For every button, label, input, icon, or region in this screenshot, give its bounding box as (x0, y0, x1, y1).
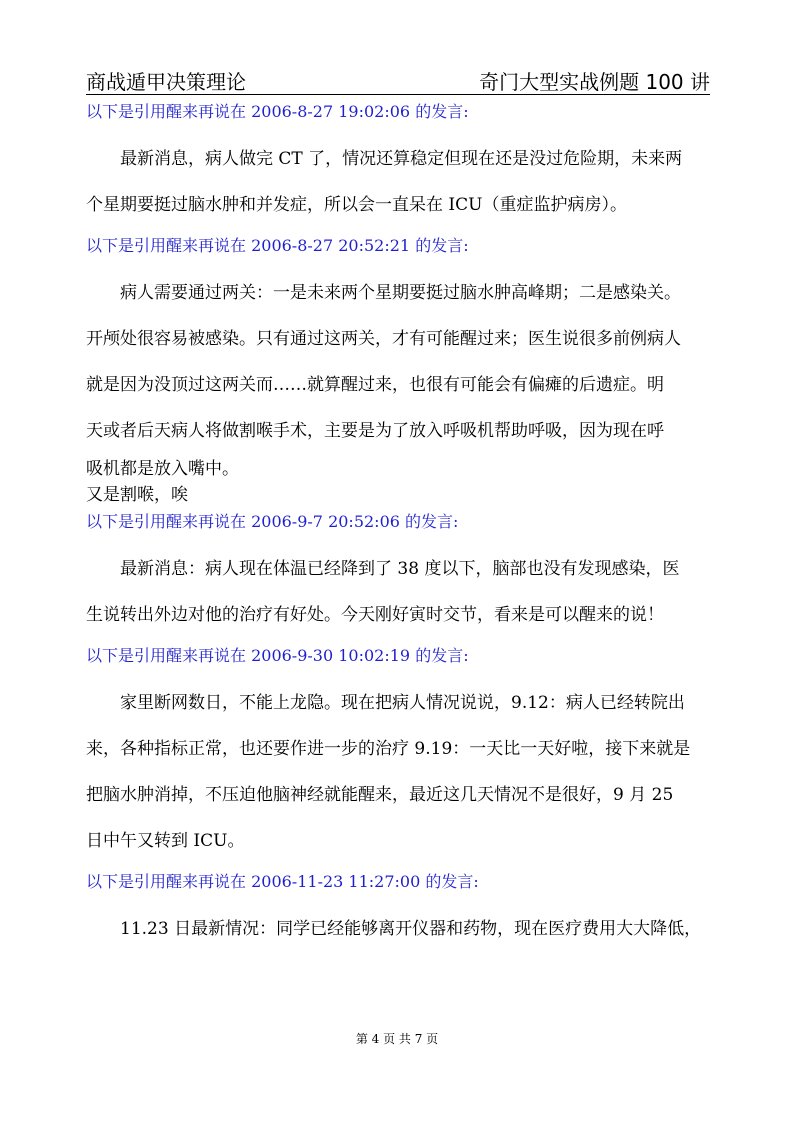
paragraph-line: 11.23 日最新情况：同学已经能够离开仪器和药物，现在医疗费用大大降低， (120, 919, 702, 939)
header-left-title: 商战遁甲决策理论 (86, 70, 246, 94)
page-footer: 第 4 页 共 7 页 (355, 1032, 439, 1046)
quote-line: 以下是引用醒来再说在 2006-11-23 11:27:00 的发言: (86, 872, 479, 891)
quote-line: 以下是引用醒来再说在 2006-8-27 20:52:21 的发言: (86, 236, 469, 255)
paragraph-line: 开颅处很容易被感染。只有通过这两关，才有可能醒过来；医生说很多前例病人 (86, 329, 681, 349)
paragraph-line: 个星期要挺过脑水肿和并发症，所以会一直呆在 ICU（重症监护病房）。 (86, 195, 627, 215)
paragraph-line: 天或者后天病人将做割喉手术，主要是为了放入呼吸机帮助呼吸，因为现在呼 (86, 421, 664, 441)
paragraph-line: 来，各种指标正常，也还要作进一步的治疗 9.19：一天比一天好啦，接下来就是 (86, 739, 691, 759)
paragraph-line: 生说转出外边对他的治疗有好处。今天刚好寅时交节，看来是可以醒来的说！ (86, 605, 664, 625)
paragraph-line: 日中午又转到 ICU。 (86, 831, 245, 851)
quote-line: 以下是引用醒来再说在 2006-9-30 10:02:19 的发言: (86, 646, 469, 665)
paragraph-line: 又是割喉，唉 (86, 485, 188, 505)
quote-line: 以下是引用醒来再说在 2006-9-7 20:52:06 的发言: (86, 512, 459, 531)
paragraph-line: 病人需要通过两关：一是未来两个星期要挺过脑水肿高峰期；二是感染关。 (120, 283, 681, 303)
header-right-title: 奇门大型实战例题 100 讲 (479, 70, 710, 94)
paragraph-line: 最新消息：病人现在体温已经降到了 38 度以下，脑部也没有发现感染，医 (120, 559, 680, 579)
paragraph-line: 把脑水肿消掉，不压迫他脑神经就能醒来，最近这几天情况不是很好，9 月 25 (86, 785, 674, 805)
paragraph-line: 家里断网数日，不能上龙隐。现在把病人情况说说，9.12：病人已经转院出 (120, 693, 685, 713)
paragraph-line: 就是因为没顶过这两关而……就算醒过来，也很有可能会有偏瘫的后遗症。明 (86, 375, 664, 395)
document-body (86, 100, 710, 952)
page-header (86, 62, 710, 95)
paragraph-line: 最新消息，病人做完 CT 了，情况还算稳定但现在还是没过危险期，未来两 (120, 149, 683, 169)
quote-line: 以下是引用醒来再说在 2006-8-27 19:02:06 的发言: (86, 102, 469, 121)
paragraph-line: 吸机都是放入嘴中。 (86, 459, 239, 479)
